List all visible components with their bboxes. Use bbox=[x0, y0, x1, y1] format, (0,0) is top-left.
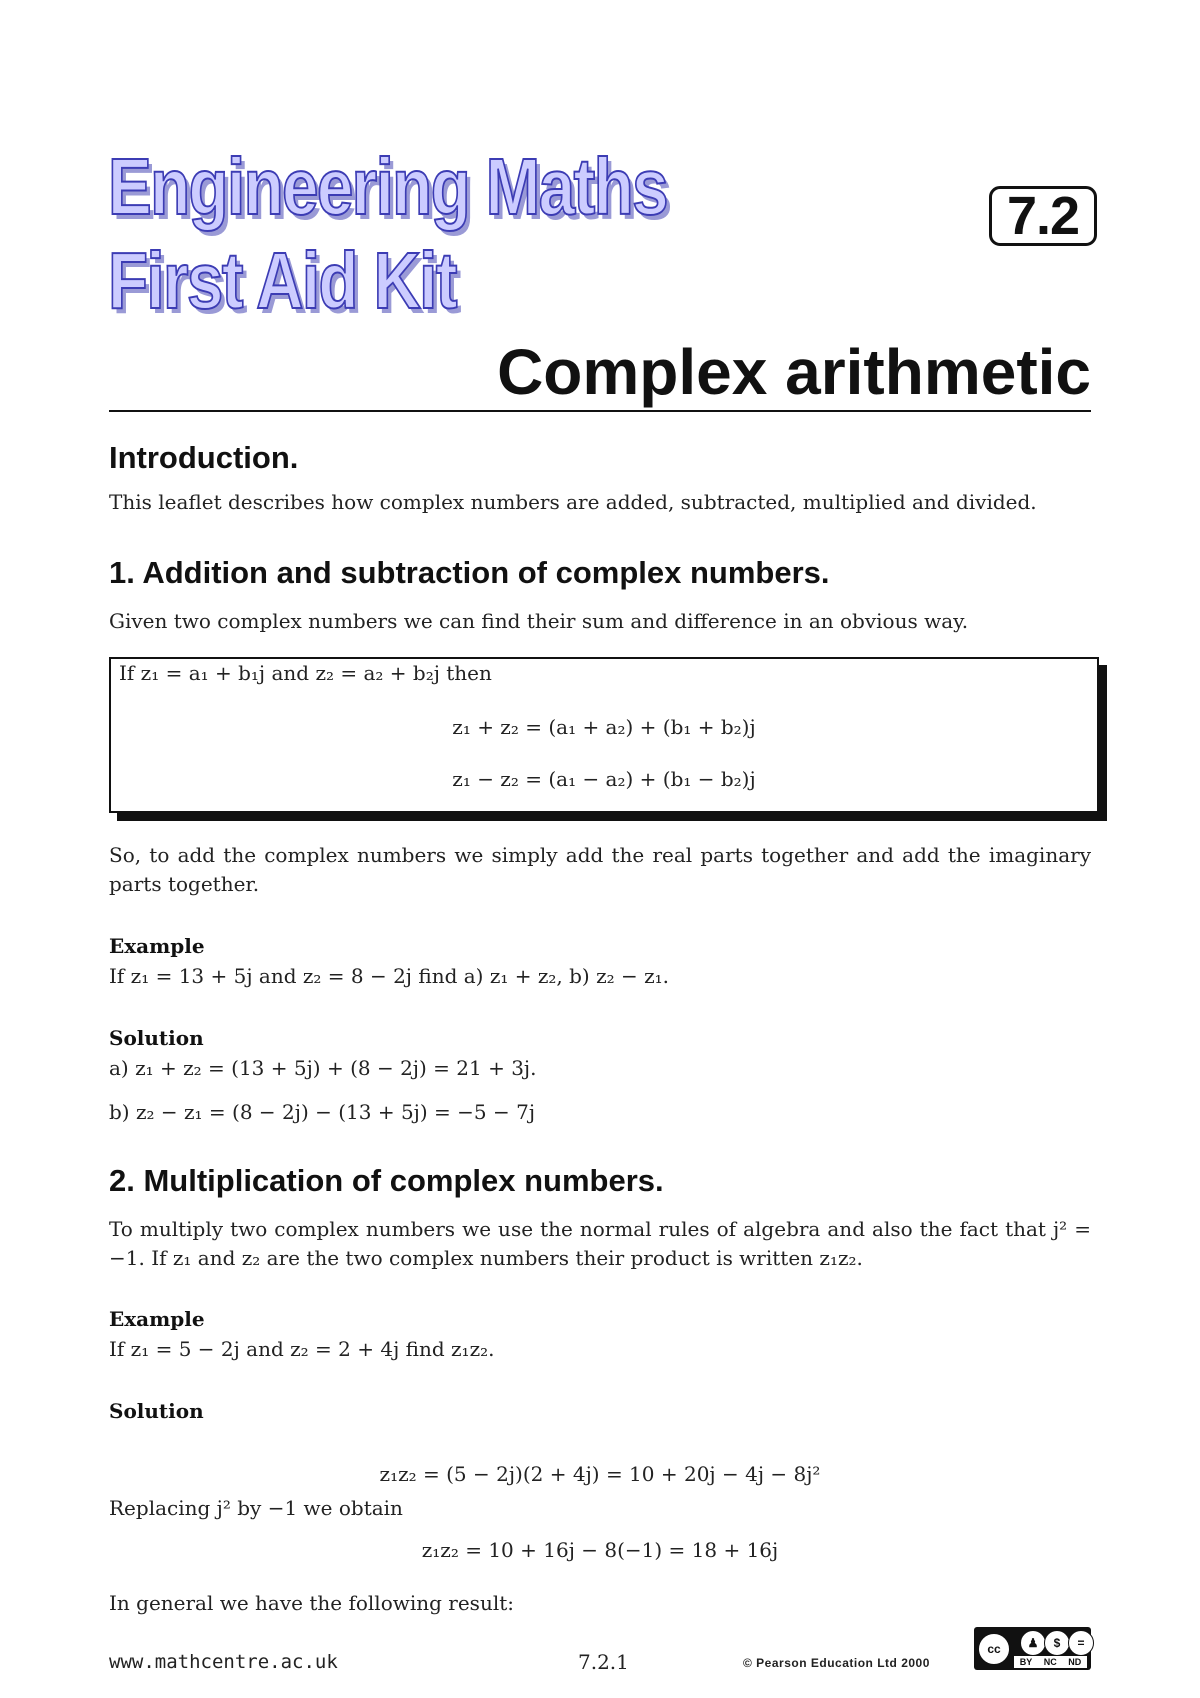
section2-closing: In general we have the following result: bbox=[109, 1591, 514, 1615]
nc-label: NC bbox=[1043, 1657, 1057, 1667]
section1-example-label: Example bbox=[109, 934, 205, 958]
section2-solution-label: Solution bbox=[109, 1399, 204, 1423]
footer-url[interactable]: www.mathcentre.ac.uk bbox=[109, 1651, 338, 1673]
intro-text: This leaflet describes how complex numbers are added, subtracted, multiplied and divided. bbox=[109, 490, 1037, 514]
footer-copyright: © Pearson Education Ltd 2000 bbox=[743, 1656, 930, 1670]
intro-heading: Introduction. bbox=[109, 440, 299, 475]
cc-labels bbox=[1014, 1656, 1087, 1668]
section1-lead: Given two complex numbers we can find their sum and difference in an obvious way. bbox=[109, 609, 969, 633]
section2-example-label: Example bbox=[109, 1307, 205, 1331]
section2-equation-1: z₁z₂ = (5 − 2j)(2 + 4j) = 10 + 20j − 4j − 8j² bbox=[379, 1462, 821, 1486]
footer-page-number: 7.2.1 bbox=[578, 1650, 629, 1674]
section2-equation-2: z₁z₂ = 10 + 16j − 8(−1) = 18 + 16j bbox=[421, 1538, 779, 1562]
section1-heading: 1. Addition and subtraction of complex numbers. bbox=[109, 555, 830, 590]
nd-icon: = bbox=[1068, 1630, 1094, 1656]
by-label: BY bbox=[1019, 1657, 1033, 1667]
nc-icon: $ bbox=[1044, 1630, 1070, 1656]
formula-box-intro: If z₁ = a₁ + b₁j and z₂ = a₂ + b₂j then bbox=[119, 661, 492, 685]
nd-label: ND bbox=[1068, 1657, 1082, 1667]
section2-example: If z₁ = 5 − 2j and z₂ = 2 + 4j find z₁z₂. bbox=[109, 1337, 495, 1361]
creative-commons-badge bbox=[974, 1627, 1091, 1670]
brand-line-1: Engineering Maths bbox=[108, 142, 667, 231]
title-divider bbox=[109, 410, 1091, 412]
formula-sum: z₁ + z₂ = (a₁ + a₂) + (b₁ + b₂)j bbox=[452, 715, 756, 739]
formula-box bbox=[109, 657, 1099, 813]
section1-example: If z₁ = 13 + 5j and z₂ = 8 − 2j find a) z₁ + z₂, b) z₂ − z₁. bbox=[109, 964, 670, 988]
section2-lead: To multiply two complex numbers we use the normal rules of algebra and also the fact that j² = −1. If z₁ and z₂ are the two complex numbers their product is written z₁z₂. bbox=[109, 1217, 1091, 1270]
section1-solution-a: a) z₁ + z₂ = (13 + 5j) + (8 − 2j) = 21 + 3j. bbox=[109, 1056, 537, 1080]
brand-logo bbox=[108, 140, 667, 328]
cc-logo-icon: cc bbox=[978, 1633, 1010, 1665]
section1-solution-b: b) z₂ − z₁ = (8 − 2j) − (13 + 5j) = −5 − 7j bbox=[109, 1100, 536, 1124]
by-icon: ♟ bbox=[1020, 1630, 1046, 1656]
section1-solution-label: Solution bbox=[109, 1026, 204, 1050]
section1-explanation: So, to add the complex numbers we simply add the real parts together and add the imaginary parts together. bbox=[109, 843, 1091, 896]
leaflet-number-badge: 7.2 bbox=[989, 186, 1097, 246]
brand-line-2: First Aid Kit bbox=[108, 236, 456, 325]
page-title: Complex arithmetic bbox=[497, 336, 1091, 408]
section2-replacing: Replacing j² by −1 we obtain bbox=[109, 1496, 403, 1520]
section2-heading: 2. Multiplication of complex numbers. bbox=[109, 1163, 664, 1198]
formula-difference: z₁ − z₂ = (a₁ − a₂) + (b₁ − b₂)j bbox=[452, 767, 756, 791]
